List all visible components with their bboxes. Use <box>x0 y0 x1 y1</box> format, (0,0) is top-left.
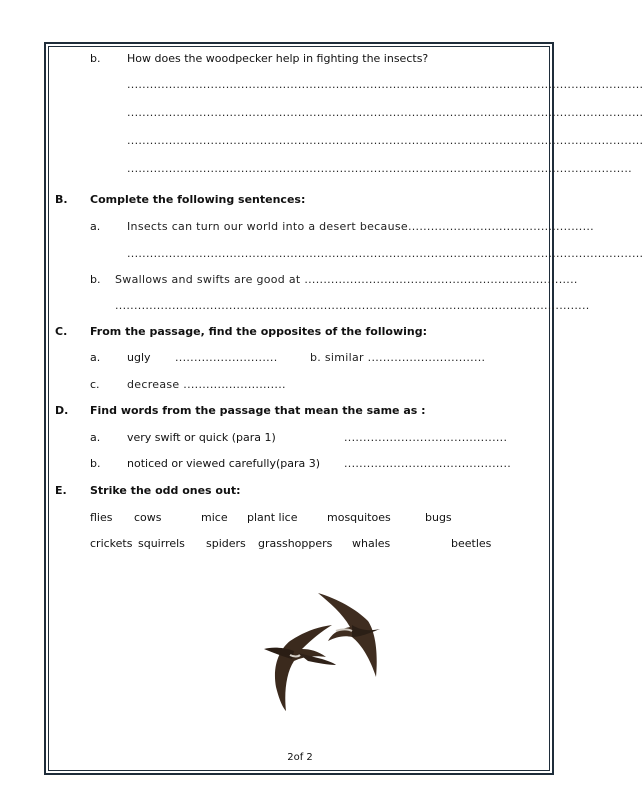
section-c-a-marker: a. <box>90 351 101 364</box>
odd-word[interactable]: crickets <box>90 537 133 550</box>
question-marker: b. <box>90 52 101 65</box>
section-d-a-text: very swift or quick (para 1) <box>127 431 276 444</box>
section-b-marker: B. <box>55 193 68 206</box>
odd-word[interactable]: cows <box>134 511 162 524</box>
section-c-b-item[interactable]: b. similar ............................... <box>310 351 486 364</box>
odd-word[interactable]: grasshoppers <box>258 537 333 550</box>
odd-word[interactable]: whales <box>352 537 391 550</box>
page-number: 2of 2 <box>287 752 313 763</box>
section-d-heading: Find words from the passage that mean the same as : <box>90 404 426 417</box>
odd-word[interactable]: mice <box>201 511 228 524</box>
section-d-a-marker: a. <box>90 431 101 444</box>
section-b-a-answer-line[interactable]: ........................................................................................................................................ <box>127 247 643 260</box>
section-d-marker: D. <box>55 404 69 417</box>
odd-word[interactable]: beetles <box>451 537 492 550</box>
section-b-b-marker: b. <box>90 273 101 286</box>
section-c-a-word: ugly <box>127 351 151 364</box>
swallows-illustration <box>258 585 388 715</box>
section-d-a-blank[interactable]: ........................................... <box>344 431 508 444</box>
section-c-marker: C. <box>55 325 68 338</box>
odd-word[interactable]: plant lice <box>247 511 298 524</box>
section-d-b-blank[interactable]: ............................................ <box>344 457 512 470</box>
section-c-c-marker: c. <box>90 378 100 391</box>
odd-word[interactable]: spiders <box>206 537 246 550</box>
section-b-a-sentence[interactable]: Insects can turn our world into a desert because................................................. <box>127 220 594 233</box>
section-d-b-marker: b. <box>90 457 101 470</box>
question-text: How does the woodpecker help in fighting the insects? <box>127 52 429 65</box>
section-e-heading: Strike the odd ones out: <box>90 484 241 497</box>
answer-line-3[interactable]: ........................................................................................................................................ <box>127 134 643 147</box>
odd-word[interactable]: bugs <box>425 511 452 524</box>
section-b-a-marker: a. <box>90 220 101 233</box>
section-c-a-blank[interactable]: ........................... <box>175 351 278 364</box>
section-b-heading: Complete the following sentences: <box>90 193 306 206</box>
section-e-marker: E. <box>55 484 67 497</box>
odd-word[interactable]: mosquitoes <box>327 511 391 524</box>
odd-word[interactable]: squirrels <box>138 537 185 550</box>
section-c-heading: From the passage, find the opposites of the following: <box>90 325 427 338</box>
answer-line-2[interactable]: ........................................................................................................................................ <box>127 106 643 119</box>
section-b-b-sentence[interactable]: Swallows and swifts are good at ........................................................................ <box>115 273 578 286</box>
answer-line-1[interactable]: ........................................................................................................................................ <box>127 78 643 91</box>
section-b-b-answer-line[interactable]: ............................................................................................................................. <box>115 299 590 312</box>
answer-line-4[interactable]: ..................................................................................................................................... <box>127 162 632 175</box>
section-d-b-text: noticed or viewed carefully(para 3) <box>127 457 321 470</box>
section-c-c-item[interactable]: decrease ........................... <box>127 378 286 391</box>
odd-word[interactable]: flies <box>90 511 113 524</box>
